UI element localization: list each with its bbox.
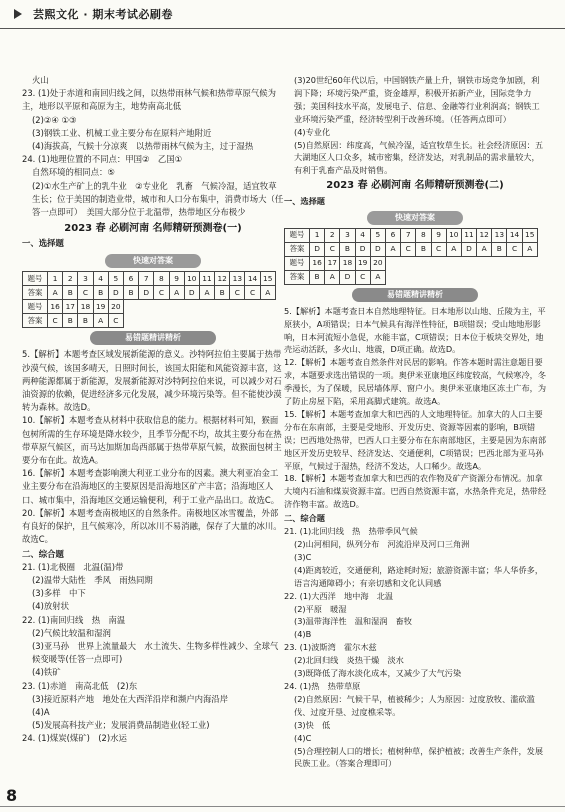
table-cell: 12 [477,229,492,243]
table-row [285,229,538,243]
table-row [23,285,276,299]
table-cell: A [325,270,340,284]
table-cell: 15 [260,271,275,285]
page-title: 芸熙文化 · 期末考试必刷卷 [33,8,173,21]
answer-line: 22. (1)南回归线 热 南温 [22,614,126,625]
answer-line: (4)A [32,706,50,717]
answer-line: (2)北回归线 炎热干燥 淡水 [294,655,404,666]
answer-line: (2)②④ ①③ [32,114,77,125]
table-cell: A [48,285,63,299]
table-cell: B [93,285,108,299]
table-cell: 10 [446,229,461,243]
table-cell: D [461,242,476,256]
table-cell: 12 [215,271,230,285]
section-heading: 二、综合题 [22,548,64,559]
table-cell: 7 [139,271,154,285]
table-cell: 6 [385,229,400,243]
table-cell: 14 [245,271,260,285]
answer-line: (2)气候比较温和湿润 [32,627,111,638]
table-cell: 答案 [285,242,310,256]
answer-line: 22. (1)大西洋 地中海 北温 [284,590,394,601]
page-header [0,0,565,29]
answer-line: (4)B [294,629,312,640]
table-cell: C [401,242,416,256]
table-cell: B [340,242,355,256]
answer-line: (3)快 低 [294,719,331,730]
answer-line: (5)自然原因：纬度高，气候冷湿，适宜牧草生长。社会经济原因：五大湖地区人口众多，城市密集，经济发达，对乳制品的需求量较大，有利于乳畜产品及时销售。 [294,139,544,176]
table-cell: C [431,242,446,256]
table-cell: B [123,285,138,299]
table-cell: 18 [340,256,355,270]
section-heading: 一、选择题 [22,238,64,249]
table-row [23,271,276,285]
table-cell: B [310,270,325,284]
answer-line: 10.【解析】本题考查从材料中获取信息的能力。根据材料可知，猴面包树所需的生存环境是降水较少，且季节分配不均，故其主要分布在热带草原气候区，而马达加斯加岛西部属于热带草原气候，故猴面包树主要分布在此。故选A。 [22,415,282,466]
table-cell: 18 [78,300,93,314]
table-cell: 1 [310,229,325,243]
answer-line: 16.【解析】本题考查影响澳大利亚工业分布的因素。澳大利亚冶金工业主要分布在沿海地区的主要原因是沿海地区矿产丰富；沿海地区人口、城市集中，沿海地区交通运输便利，利于工业产品出口。故选C。 [22,468,280,505]
table-cell: A [446,242,461,256]
table-cell: A [169,285,184,299]
table-cell: 题号 [23,300,48,314]
table-cell: D [370,242,385,256]
table-row [285,270,538,284]
table-cell: 2 [325,229,340,243]
table-cell: 2 [63,271,78,285]
answer-line: 23. (1)赤道 南高北低 (2)东 [22,680,138,691]
table-cell: B [63,285,78,299]
table-row [285,242,538,256]
table-cell: C [48,314,63,328]
answer-line: (3)温带海洋性 温和湿润 畜牧 [294,616,413,627]
answer-line: 5.【解析】本题考查区域发展新能源的意义。沙特阿拉伯主要属于热带沙漠气候，该国多晴天，日照时间长，该国太阳能和风能资源丰富，这两种能源都属于新能源，发展新能源对沙特阿拉伯来说，可以减少对石油资源的依赖，促进经济多元化发展，减少环境污染等。但不能使沙漠转为森林。故选D。 [22,349,282,413]
table-cell: D [108,285,123,299]
table-row [23,300,276,314]
answer-line: 15.【解析】本题考查加拿大和巴西的人文地理特征。加拿大的人口主要分布在东南部，主要是受地形、开发历史、资源等因素的影响，B项错误；巴西地处热带，巴西人口主要分布在东南部地区，主要是因为东南部地区开发历史较早、经济发达、交通便利，C项错误；巴西北部为亚马孙平原，气候过于湿热，经济不发达，人口稀少。故选A。 [284,408,547,471]
table-cell: A [199,285,214,299]
answer-line: (4)专业化 [294,126,331,137]
section-title: 2023 春 必刷河南 名师精研预测卷(一) [64,223,242,235]
table-cell: 3 [340,229,355,243]
answer-line: 21. (1)北回归线 热 热带季风气候 [284,526,418,537]
table-row [285,256,538,270]
table-cell: 11 [199,271,214,285]
table-cell: 8 [416,229,431,243]
answer-line: (2)平原 暖湿 [294,603,347,614]
table-cell: A [93,314,108,328]
section-banner: 快速对答案 [367,211,463,225]
page-number: 8 [6,786,18,805]
answer-line: (3)接近原料产地 地处在大西洋沿岸和濒户内海沿岸 [32,693,229,704]
table-cell: 5 [370,229,385,243]
answer-line: 24. (1)煤炭(煤矿) (2)水运 [22,733,127,744]
answer-line: 24. (1)热 热带草原 [284,680,361,691]
table-cell: B [416,242,431,256]
answer-line: (3)C [294,551,312,562]
answer-table [284,228,538,285]
answer-line: (3)既降低了海水淡化成本，又减少了大气污染 [294,668,462,679]
table-cell: 19 [93,300,108,314]
answer-line: (2)自然原因：气候干旱，植被稀少；人为原因：过度放牧、滥砍滥伐、过度开垦、过度樵采等。 [294,693,535,717]
answer-line: (2)①水生产矿上的乳牛业 ②专业化 乳畜 气候冷湿，适宜牧草生长；位于美国的制造业带，城市和人口分布集中，消费市场大（任答一点即可） 美国大部分位于北温带，热带地区分布极少 [32,180,284,218]
answer-line: 火山 [32,75,49,85]
table-cell: C [78,285,93,299]
answer-line: (4)海拔高，气候十分凉爽 以热带雨林气候为主，过于湿热 [32,141,254,152]
answer-line: 20.【解析】本题考查南极地区的自然条件。南极地区冰雪覆盖，外部有良好的保护，且气候寒冷，所以冰川不易消融，保存了大量的冰川。故选C。 [22,507,282,545]
table-cell: A [522,242,537,256]
answer-table [22,271,276,329]
table-cell: A [477,242,492,256]
table-cell: 13 [230,271,245,285]
table-cell: 4 [355,229,370,243]
table-cell: 答案 [285,270,310,284]
table-cell: B [215,285,230,299]
table-cell: A [260,285,275,299]
table-cell: 16 [310,256,325,270]
section-heading: 一、选择题 [284,196,325,207]
table-cell: 6 [123,271,138,285]
answer-line: (4)放射状 [32,601,69,612]
answer-line: 24. (1)地理位置的不同点：甲国② 乙国① [22,154,183,165]
answer-line: 21. (1)北极圈 北温(温)带 [22,561,124,572]
answer-line: (2)温带大陆性 季风 雨热同期 [32,574,153,585]
table-cell: C [108,314,123,328]
answer-line: (3)多样 中下 [32,588,86,599]
answer-line: 23. (1)处于赤道和南回归线之间，以热带雨林气候和热带草原气候为主，地形以平原和高原为主，地势南高北低 [22,88,276,112]
answer-line: 12.【解析】本题考查自然条件对民居的影响。作答本题时需注意题目要求，本题要求选出错误的一项。奥伊米亚康地区纬度较高，气候寒冷，冬季漫长，为了保暖，民居墙体厚、窗户小。奥伊米亚康地区冻土广布，为了防止房屋下陷，采用高脚式建筑。故选A。 [284,357,547,407]
table-cell: C [355,270,370,284]
table-cell: 19 [355,256,370,270]
answer-line: 5.【解析】本题考查日本自然地理特征。日本地形以山地、丘陵为主，平原狭小，A项错误；日本气候具有海洋性特征，B项错误；受山地地形影响，日本河流短小急促，水能丰富，C项错误；日本位于板块交界处，地壳运动活跃，多火山、地震，D项正确。故选D。 [284,305,546,355]
answer-line: (3)20世纪60年代以后，中国钢铁产量上升，钢铁市场竞争加剧，利润下降；环境污染严重，资金雄厚，积极开拓新产业，国际竞争力强；美国科技水平高，发展电子、信息、金融等行业利润高；钢铁工业环境污染严重，经济转型利于改善环境。（任答两点即可） [294,75,540,124]
table-cell: 3 [78,271,93,285]
table-cell: 14 [507,229,522,243]
table-cell: 10 [184,271,199,285]
answer-line: (4)C [294,732,312,743]
table-cell: 题号 [285,229,310,243]
table-cell: C [230,285,245,299]
table-cell: B [63,314,78,328]
triangle-icon [14,9,22,19]
table-cell: D [139,285,154,299]
table-cell: 题号 [23,271,48,285]
table-row [23,314,276,328]
table-cell: D [340,270,355,284]
section-heading: 二、综合题 [284,513,325,524]
answer-line: (4)铁矿 [32,667,61,678]
answer-line: (3)亚马孙 世界上流量最大 水土流失、生物多样性减少、全球气候变暖等(任答一点即可) [32,640,279,665]
answer-line: 自然环境的相同点：⑤ [32,167,115,178]
table-cell: 1 [48,271,63,285]
table-cell: C [325,242,340,256]
answer-line: (5)合理控制人口的增长；植树种草，保护植被；改善生产条件，发展民族工业。（答案合理即可） [294,745,544,769]
table-cell: 15 [522,229,537,243]
table-cell: 11 [461,229,476,243]
answer-line: (4)距离较近，交通便利，路途耗时短；旅游资源丰富；华人华侨多，语言沟通障碍小；有亲切感和文化认同感 [294,564,544,588]
section-title: 2023 春 必刷河南 名师精研预测卷(二) [326,180,504,192]
table-cell: C [507,242,522,256]
table-cell: D [310,242,325,256]
table-cell: D [184,285,199,299]
table-cell: A [370,270,385,284]
table-cell: 题号 [285,256,310,270]
table-cell: A [385,242,400,256]
answer-line: (3)钢铁工业、机械工业主要分布在原料产地附近 [32,127,212,138]
section-banner: 易错题精讲精析 [90,331,216,345]
table-cell: 9 [169,271,184,285]
table-cell: 9 [431,229,446,243]
table-cell: C [245,285,260,299]
table-cell: 4 [93,271,108,285]
table-cell: 答案 [23,285,48,299]
section-banner: 易错题精讲精析 [352,288,478,302]
table-cell: B [492,242,507,256]
left-column [22,74,284,746]
table-cell: 16 [48,300,63,314]
answer-line: 23. (1)波斯湾 霍尔木兹 [284,642,377,653]
footer-divider [0,806,565,807]
answer-line: (2)山河相间，纵列分布 河流沿岸及河口三角洲 [294,539,470,549]
table-cell: 17 [63,300,78,314]
table-cell: 17 [325,256,340,270]
table-cell: 5 [108,271,123,285]
table-cell: B [78,314,93,328]
section-banner: 快速对答案 [105,254,201,268]
answer-line: (5)发展高科技产业；发展消费品制造业(轻工业) [32,720,210,731]
table-cell: 7 [401,229,416,243]
answer-line: 18.【解析】本题考查加拿大和巴西的农作物及矿产资源分布情况。加拿大境内石油和煤炭资源丰富。巴西自然资源丰富，水热条件充足，热带经济作物丰富。故选D。 [284,473,547,510]
right-column [284,74,546,770]
table-cell: 8 [154,271,169,285]
table-cell: 13 [492,229,507,243]
table-cell: 20 [370,256,385,270]
table-cell: C [154,285,169,299]
table-cell: 答案 [23,314,48,328]
table-cell: 20 [108,300,123,314]
table-cell: D [355,242,370,256]
